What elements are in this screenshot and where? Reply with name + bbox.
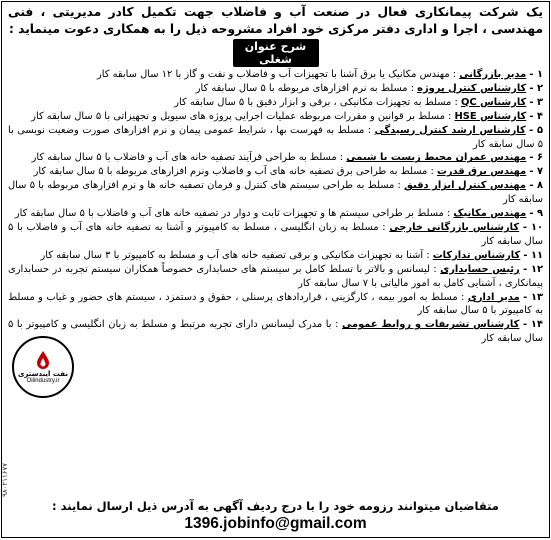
flame-drop-icon	[35, 350, 51, 370]
job-list	[2, 68, 549, 346]
job-title: کارشناس QC	[460, 96, 527, 108]
job-description: : با مدرک لیسانس دارای تجربه مرتبط و مسلط به زبان انگلیسی و کامپیوتر با ۵ سال سابقه کار	[8, 319, 543, 345]
item-number: ۱۴ -	[522, 319, 543, 331]
oilindustry-logo	[12, 336, 74, 398]
list-item	[8, 179, 543, 207]
job-title: مهندس مکانیک	[453, 208, 527, 220]
job-description: : مسلط به نرم افزارهای مربوطه با ۵ سال سابقه کار	[195, 82, 415, 94]
job-advertisement	[1, 1, 550, 538]
logo-site: Oilindustry.ir	[26, 377, 60, 384]
job-description: : مسلط به طراحی برق تصفیه خانه های آب و فاضلاب ونرم افزارهای مربوطه با ۵ سال سابقه کار	[33, 166, 434, 178]
item-number: ۱۱ -	[523, 249, 543, 261]
item-number: ۱۰ -	[522, 221, 544, 233]
section-title: شرح عنوان شغلی	[233, 39, 319, 67]
job-title: کارشناس بازرگانی خارجی	[389, 221, 520, 233]
list-item	[8, 96, 543, 110]
ad-header: یک شرکت پیمانکاری فعال در صنعت آب و فاضلاب جهت تکمیل کادر مدیریتی ، فنی مهندسی ، اجرا و اداری دفتر مرکزی خود افراد مشروحه ذیل را به همکاری دعوت مینماید :	[8, 5, 543, 36]
item-number: ۱۳ -	[523, 291, 543, 303]
job-description: : مسلط به زبان انگلیسی ، مسلط به کامپیوتر و آشنا به تصفیه خانه های آب و فاضلاب با ۵ سال سابقه کار	[8, 221, 543, 247]
job-title: کارشناس تدارکات	[432, 249, 521, 261]
list-item	[8, 207, 543, 221]
item-number: ۶ -	[529, 152, 543, 164]
job-title: مهندس عمران محیط زیست یا شیمی	[346, 152, 527, 164]
logo-caption: نفت ایندستری	[18, 369, 68, 378]
list-item	[8, 110, 543, 124]
item-number: ۹ -	[529, 208, 543, 220]
job-description: : مسلط به طراحی فرآیند تصفیه خانه های آب و فاضلاب با ۵ سال سابقه کار	[31, 152, 344, 164]
contact-email[interactable]: 1396.jobinfo@gmail.com	[184, 515, 367, 532]
job-title: مدیر بازرگانی	[459, 69, 527, 80]
ad-footer	[8, 499, 543, 534]
item-number: ۱ -	[529, 69, 543, 80]
list-item	[8, 263, 543, 291]
job-title: مهندس کنترل ابزار دقیق	[404, 180, 527, 192]
list-item	[8, 165, 543, 179]
job-description: : مسلط به فهرست بها ، شرایط عمومی پیمان و نرم افزارهای صورت وضعیت نویسی با ۵ سال سابقه کار	[8, 124, 543, 150]
job-title: کارشناس کنترل پروژه	[417, 82, 527, 94]
list-item	[8, 82, 543, 96]
job-description: : لیسانس و بالاتر با تسلط کامل بر سیستم های حسابداری خصوصاً همکاران سیستم تجربه در حسابداری پیمانکاری ، آشنایی کامل به امور مالیاتی با ۷ سال سابقه کار	[8, 263, 543, 289]
job-description: : آشنا به تجهیزات مکانیکی و برقی تصفیه خانه های آب و مسلط به کامپیوتر با ۳ سال سابقه کار	[40, 249, 430, 261]
side-code: ۹۸۰۲۱۱۶۷۷	[2, 463, 9, 497]
list-item	[8, 151, 543, 165]
job-title: رئیس حسابداری	[440, 263, 520, 275]
job-description: : مهندس مکانیک یا برق آشنا با تجهیزات آب و فاضلاب و نفت و گاز با ۱۲ سال سابقه کار	[97, 69, 457, 80]
list-item	[8, 221, 543, 249]
list-item	[8, 318, 543, 346]
item-number: ۵ -	[529, 124, 543, 136]
item-number: ۲ -	[529, 82, 543, 94]
job-description: : مسلط به تجهیزات مکانیکی ، برقی و ابزار دقیق با ۵ سال سابقه کار	[174, 96, 458, 108]
job-description: : مسلط به امور بیمه ، کارگزینی ، قراردادهای پرسنلی ، حقوق و دستمزد ، سیستم های حضور و غیاب و مسلط به کامپیوتر با ۵ سال سابقه کار	[8, 291, 543, 317]
job-title: کارشناس تشریفات و روابط عمومی	[342, 319, 520, 331]
job-title: مهندس برق قدرت	[436, 166, 527, 178]
job-title: کارشناس ارشد کنترل رسیدگی	[374, 124, 526, 136]
item-number: ۴ -	[529, 110, 543, 122]
job-description: : مسلط بر طراحی سیستم ها و تجهیزات ثابت و دوار در تصفیه خانه های آب و فاضلاب با ۵ سال سابقه کار	[14, 208, 451, 220]
item-number: ۳ -	[529, 96, 543, 108]
list-item	[8, 124, 543, 152]
footer-instruction: متقاضیان میتوانند رزومه خود را با درج ردیف آگهی به آدرس ذیل ارسال نمایند :	[52, 499, 499, 513]
list-item	[8, 68, 543, 82]
list-item	[8, 291, 543, 319]
job-title: کارشناس HSE	[454, 110, 527, 122]
job-description: : مسلط به طراحی سیستم های کنترل و فرمان تصفیه خانه ها و نرم افزارهای مربوطه با ۵ سال سابقه کار	[8, 180, 543, 206]
item-number: ۱۲ -	[523, 263, 544, 275]
item-number: ۷ -	[529, 166, 543, 178]
item-number: ۸ -	[529, 180, 543, 192]
list-item	[8, 249, 543, 263]
job-description: : مسلط بر قوانین و مقررات مربوطه عملیات اجرایی پروژه های سیویل و تجهیزاتی با ۵ سال سابقه کار	[31, 110, 452, 122]
job-title: مدیر اداری	[467, 291, 520, 303]
